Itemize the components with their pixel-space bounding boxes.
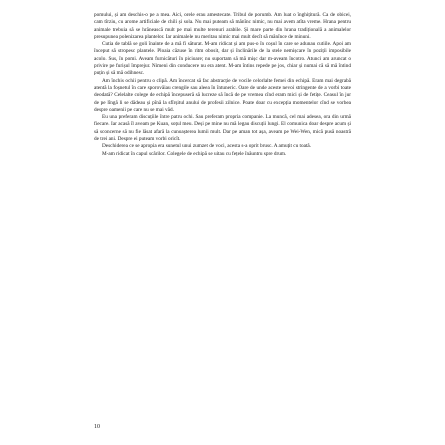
paragraph-4: Eu una preferam discuțiile între patru ochi. Sau preferam propria companie. La muncă, cel mai adesea, ora din urmă fiecare. Iar acasă îl aveam pe Kuan, soțul meu. Deși pe mine nu mă legau discuții lungi. El comunica doar despre acum și să sconcerne să nu fie lăsat afară la cunoașterea lumii mult. Dar pe aman tot așa, aveam pe Wei-Wen, mică pusă noastră de trei ani. Despre ei puteam vorbi oricît. [94,114,351,143]
paragraph-5: Deschiderea ce se apropia era sunetul unui zumzet de voci, acesta s-a oprit brusc. A amuțit cu toată. [102,143,312,150]
paragraph-6: M-am ridicat în capul scărilor. Colegele de echipă se uitau cu fețele înăuntru spre drum. [102,150,287,157]
paragraph-3: Am închis ochii pentru o clipă. Am încercat să fac abstracție de vocile celorlalte femei din echipă. Eram mai degrabă atentă la foșnetul în care sporovăiau crengile sau aleea în întuneric. Oare de unde aceste nevoi stringente de a vorbi toate deodată? Celelalte colege de echipă începuseră să lucreze să încă de pe vremea cînd eram mici și de fetițe. Ceasul în jur de pe lîngă li se dădeau și pînă la sfîrșitul anului de profesii zilnice. Poate doar cu excepția momentelor cînd se vorbea despre oamenii pe care nu se mai văd. [94,77,351,113]
paragraph-2: Cutia de tablă se goli înainte de a mă fi săturat. M-am ridicat și am pus-o în coșul în care se adunau cutiile. Apoi am început să stropesc plantele. Ploaia căzuse în ritm obosit, dar și înclinările de la stele nemișcare în poziții imposibile acolo. Sus, în pomi. Aveam furnicături în picioare; nu suportam să mă mișc dar m-aveam încotro. Atunci am aruncat o privire pe furișul împrejur. Nimeni din conducere nu era atent. M-am întins repede pe jos, chiar și numai că să mă întind puțin și să mă odihnesc. [94,41,351,77]
page-body-text [94,12,351,158]
page-number: 10 [94,424,100,430]
paragraph-1: pomului, și am deschis-o pe a mea. Aici, orele erau amestecate. Tribul de porumb. Am luat o înghițitură. Ca de obicei, cam tîrziu, cu arome artificiale de chili și sola. Nu mai puteam să mănînc nimic, nu mai avem atîta vreme. Hrana pentru animale trebuia să se hrănească mult pe mai multe terenuri arabile. Și mare parte din hrana tradițională a animalelor presupunea polenizarea plantelor. Iar animalele nu meritau nimic mai mult decît să mănînce de minuni. [94,12,351,40]
